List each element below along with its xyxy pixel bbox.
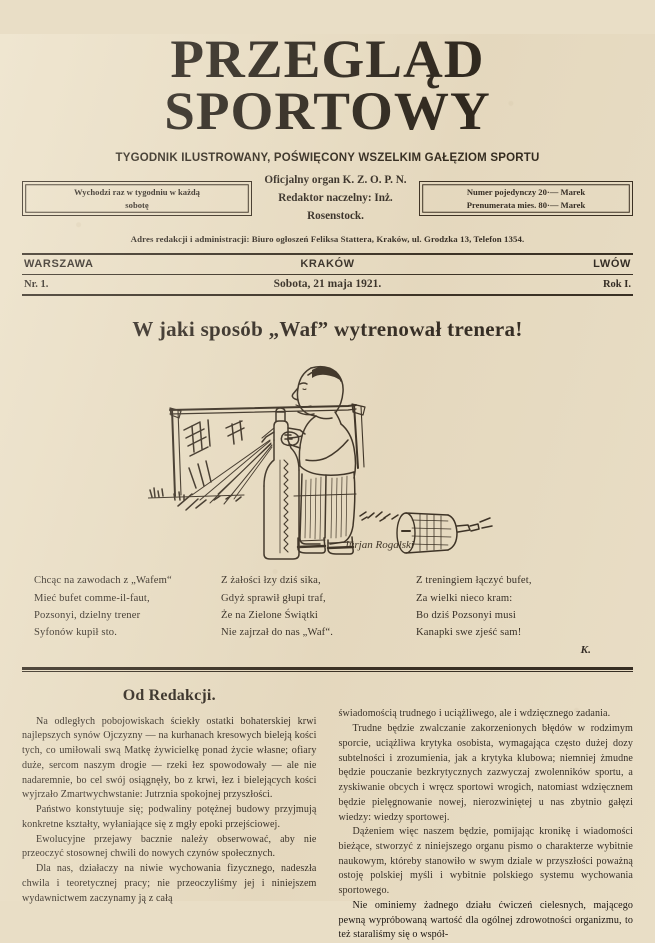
verse-line: Chcąc na zawodach z „Wafem“ (34, 575, 172, 587)
official-organ-block (260, 172, 411, 226)
frequency-line-1: Wychodzi raz w tygodniu w każdą (74, 187, 200, 198)
verse-line: Syfonów kupił sto. (34, 626, 118, 638)
verse-line: Z treningiem łączyć bufet, (416, 575, 532, 587)
city-krakow: KRAKÓW (300, 258, 355, 271)
cartoon-headline: W jaki sposób „Waf” wytrenował trenera! (132, 317, 523, 342)
subscription-price: Prenumerata mies. 80·— Marek (466, 199, 586, 210)
price-box (419, 181, 633, 216)
verse-line: Że na Zielone Świątki (221, 609, 318, 621)
section-divider-rule (22, 667, 633, 673)
single-issue-price: Numer pojedynczy 20·— Marek (466, 187, 586, 198)
editorial-paragraph: świadomością trudnego i uciążliwego, ale i wdzięcznego zadania. (338, 708, 611, 720)
editorial-paragraph: Trudne będzie zwalczanie zakorzenionych błędów w rodzimym sporcie, uciążliwa krytyka osobista, wymagająca często dużej dozy subtelności i zrozumienia, jak a krytyka klubowa; niemniej żmudne będzie pouczanie bezkrytycznych zazwyczaj zwolenników sportu, a zyskiwanie obcych i wręcz sportowi wrogich, natomiast wdzięcznem będzie pielęgnowanie nowej, nierozwiniętej u nas zbytnio gałęzi wiedzy: wiedzy sportowej. (338, 723, 633, 823)
verse-line: Z żałości łzy dziś sika, (221, 575, 321, 587)
masthead-info-row (22, 172, 633, 226)
newspaper-subtitle: TYGODNIK ILUSTROWANY, POŚWIĘCONY WSZELKIM GAŁĘZIOM SPORTU (115, 151, 540, 164)
city-lwow: LWÓW (593, 258, 631, 271)
editorial-column-right (339, 684, 634, 943)
newspaper-title: PRZEGLĄD SPORTOWY (164, 29, 491, 141)
caption-signature: K. (580, 644, 591, 657)
editor-in-chief-line: Redaktor naczelny: Inż. Rosenstock. (278, 191, 393, 222)
cartoon-illustration (22, 348, 633, 566)
verse-column-1 (34, 572, 211, 659)
column-top-spacer (339, 684, 634, 707)
city-warszawa: WARSZAWA (24, 258, 94, 271)
verse-line: Nie zajrzał do nas „Waf“. (221, 626, 334, 638)
editorial-paragraph: Państwo konstytuuje się; podwaliny potężnej budowy przyjmują konkretne kształty, wyłaniające się z mgły epoki przejściowej. (22, 804, 317, 830)
verse-column-3 (416, 572, 621, 659)
issue-year: Rok I. (602, 279, 631, 291)
artist-signature: Jurjan Rogalski (343, 539, 414, 552)
editorial-paragraph: Na odległych pobojowiskach ściekły ostatki bohaterskiej krwi najlepszych synów Ojczyzny — na kurhanach kresowych bieleją kości tych, co umiłowali swą Matkę żywicielkę ponad życie własne; ofiary duże, sercom naszym drogie — rzeki łez spowodowały — ale nie nadaremnie, bo cel swój osiągnęły, bo z krwi, łez i bielejących kości wyjrzało Zmartwychwstanie: Jutrznia spokojnej przyszłości. (22, 715, 317, 801)
verse-line: Mieć bufet comme-il-faut, (34, 592, 150, 604)
editorial-paragraph: Dążeniem więc naszem będzie, pomijając kronikę i wiadomości bieżące, stworzyć z niniejszego organu pismo o charakterze wybitnie naukowym, któreby stanowiło w swym dziale w przyszłości poważną ostoję polskiej myśli i wybitnie polskiego systemu wychowania sportowego. (338, 826, 633, 897)
official-organ-line: Oficjalny organ K. Z. O. P. N. (264, 173, 407, 186)
newspaper-page (0, 29, 655, 941)
verse-line: Pozsonyi, dzielny trener (34, 609, 141, 621)
issue-date: Sobota, 21 maja 1921. (273, 278, 382, 291)
editorial-section (22, 684, 633, 943)
frequency-line-2: sobotę (125, 199, 149, 210)
editorial-paragraph: Ewolucyjne przejawy bacznie należy obserwować, aby nie przeoczyć stosownej chwili do nowych czynów społecznych. (22, 833, 317, 860)
verse-column-2 (221, 572, 406, 659)
cities-row (22, 255, 633, 274)
publication-frequency-box (22, 181, 252, 216)
verse-line: Gdyż sprawił głupi traf, (221, 592, 326, 604)
verse-line: Kanapki swe zjeść sam! (416, 626, 522, 638)
verse-line: Za wielki nieco kram: (416, 592, 513, 604)
verse-line: Bo dziś Pozsonyi musi (416, 609, 516, 621)
editorial-paragraph: Dla nas, działaczy na niwie wychowania fizycznego, nadeszła chwila i teoretycznej pracy; nie przeoczyliśmy jej i niniejszem wydawnictwem zaczynamy ją z całą (22, 863, 317, 904)
masthead (22, 29, 633, 245)
cartoon-caption-verses (22, 572, 633, 659)
issue-bar (22, 253, 633, 296)
issue-number: Nr. 1. (24, 279, 49, 291)
editorial-column-left (22, 684, 317, 943)
editorial-paragraph: Nie ominiemy żadnego działu ćwiczeń cielesnych, mającego pewną wypróbowaną wartość dla ogólnej zdrowotności organizmu, to też staraliśmy się o współ- (338, 899, 633, 941)
editorial-address: Adres redakcji i administracji: Biuro ogłoszeń Feliksa Stattera, Kraków, ul. Grodzka 13, Telefon 1354. (130, 234, 525, 245)
editorial-heading: Od Redakcji. (122, 687, 216, 705)
issue-details-row (22, 274, 633, 294)
cartoon-drawing (148, 348, 508, 563)
